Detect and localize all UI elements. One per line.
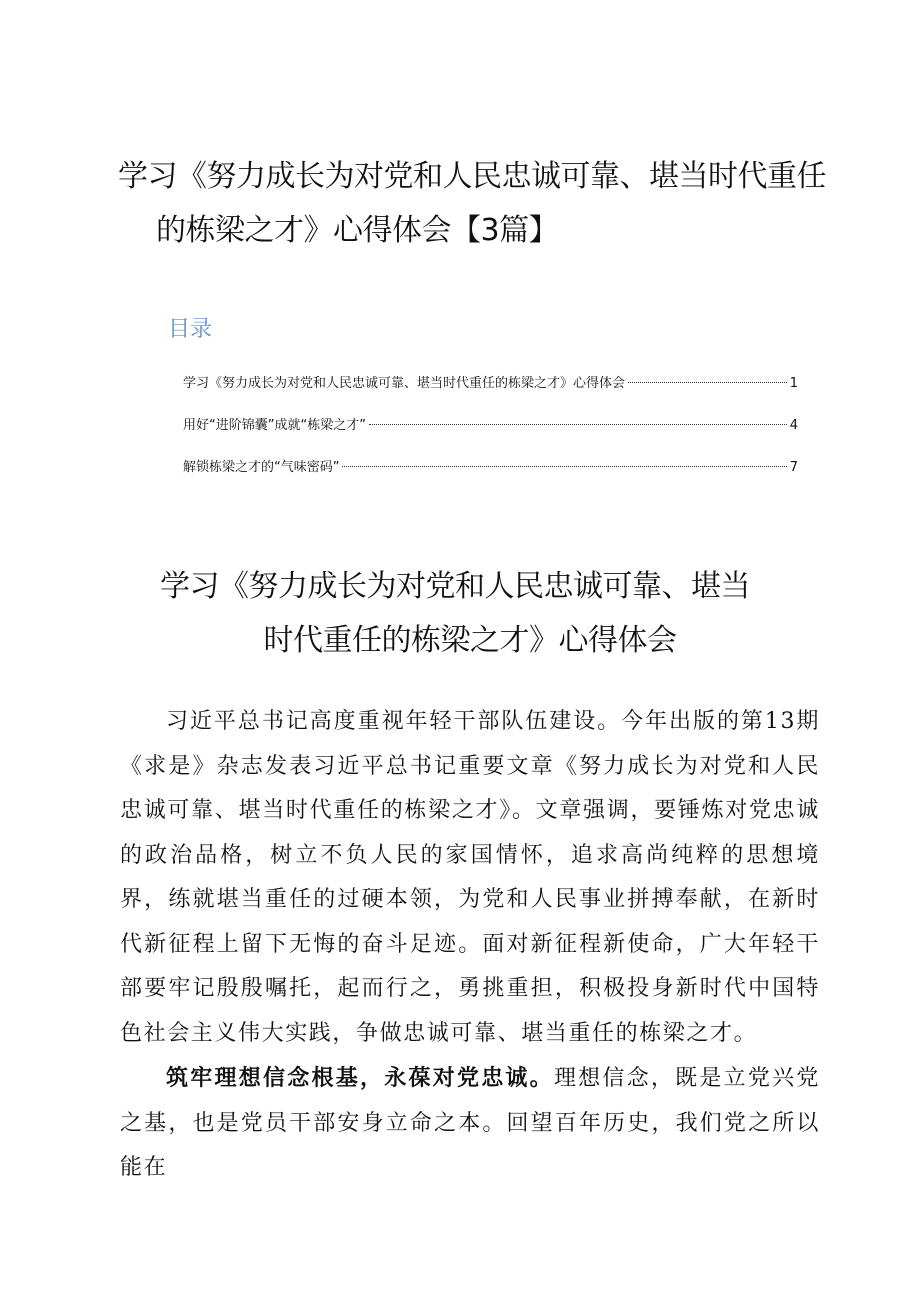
- paragraph-lead: 筑牢理想信念根基，永葆对党忠诚。: [166, 1065, 554, 1091]
- toc-heading: 目录: [168, 317, 213, 342]
- toc-entry-page[interactable]: 7: [789, 460, 798, 475]
- table-of-contents: [183, 372, 798, 498]
- toc-leader-dots: [342, 466, 786, 467]
- toc-entry-page[interactable]: 1: [789, 376, 798, 391]
- document-title-line-1: 学习《努力成长为对党和人民忠诚可靠、堪当时代重任: [118, 159, 826, 194]
- toc-entry[interactable]: [183, 456, 798, 498]
- document-title-line-2: 的栋梁之才》心得体会【3篇】: [156, 213, 559, 248]
- paragraph: [120, 699, 820, 1056]
- article-body: [120, 699, 820, 1191]
- toc-leader-dots: [369, 424, 787, 425]
- toc-entry-title[interactable]: 用好“进阶锦囊”成就“栋梁之才”: [183, 418, 366, 433]
- toc-entry[interactable]: [183, 372, 798, 414]
- section-title-line-1: 学习《努力成长为对党和人民忠诚可靠、堪当: [160, 569, 750, 604]
- section-title: [120, 560, 820, 668]
- toc-entry-title[interactable]: 学习《努力成长为对党和人民忠诚可靠、堪当时代重任的栋梁之才》心得体会: [183, 376, 626, 391]
- toc-entry-page[interactable]: 4: [789, 418, 798, 433]
- toc-leader-dots: [628, 382, 787, 383]
- toc-entry-title[interactable]: 解锁栋梁之才的“气味密码”: [183, 460, 340, 475]
- paragraph-text: 理想信念，既是立党兴党之基，也是党员干部安身立命之本。回望百年历史，我们党之所以能在: [120, 1066, 820, 1180]
- toc-entry[interactable]: [183, 414, 798, 456]
- paragraph-text: 习近平总书记高度重视年轻干部队伍建设。今年出版的第13期《求是》杂志发表习近平总书记重要文章《努力成长为对党和人民忠诚可靠、堪当时代重任的栋梁之才》。文章强调，要锤炼对党忠诚的政治品格，树立不负人民的家国情怀，追求高尚纯粹的思想境界，练就堪当重任的过硬本领，为党和人民事业拼搏奉献，在新时代新征程上留下无悔的奋斗足迹。面对新征程新使命，广大年轻干部要牢记殷殷嘱托，起而行之，勇挑重担，积极投身新时代中国特色社会主义伟大实践，争做忠诚可靠、堪当重任的栋梁之才。: [120, 709, 820, 1046]
- section-title-line-2: 时代重任的栋梁之才》心得体会: [263, 623, 677, 658]
- document-title: [110, 150, 830, 258]
- paragraph: [120, 1056, 820, 1191]
